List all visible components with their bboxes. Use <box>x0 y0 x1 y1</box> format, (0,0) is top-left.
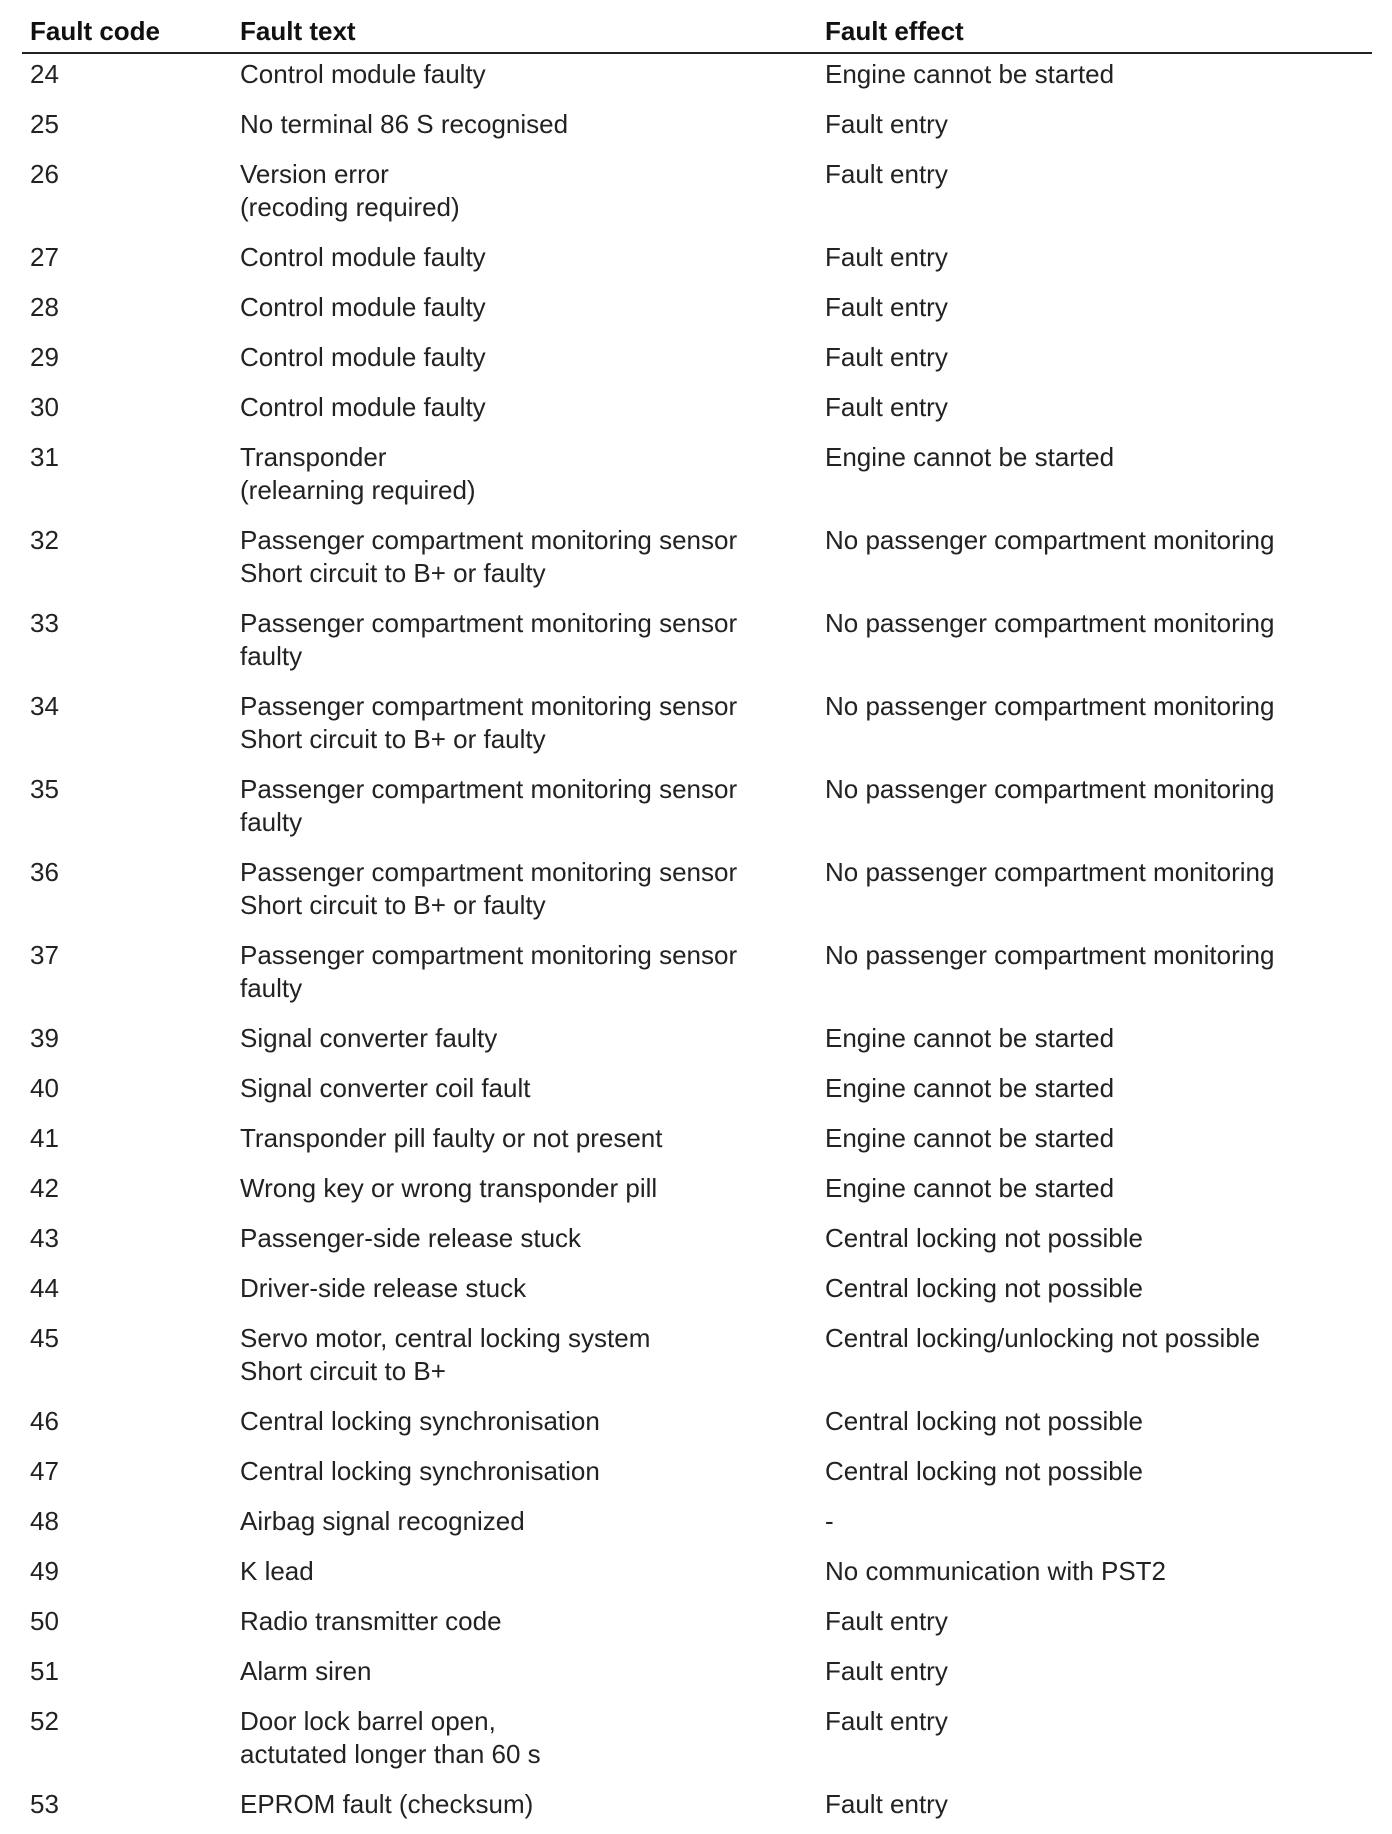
fault-code-cell: 25 <box>30 109 59 139</box>
table-row <box>22 1701 1372 1784</box>
fault-code-cell: 48 <box>30 1506 59 1536</box>
fault-code-cell: 49 <box>30 1556 59 1586</box>
fault-effect-cell: Fault entry <box>825 342 948 372</box>
fault-text-line: EPROM fault (checksum) <box>240 1789 534 1819</box>
fault-effect-cell: Fault entry <box>825 242 948 272</box>
fault-code-cell: 27 <box>30 242 59 272</box>
fault-code-cell: 50 <box>30 1606 59 1636</box>
fault-code-cell: 45 <box>30 1323 59 1353</box>
fault-text-cell <box>232 53 817 104</box>
table-row <box>22 1118 1372 1168</box>
fault-text-cell <box>232 935 817 1018</box>
table-row <box>22 1168 1372 1218</box>
fault-code-cell: 35 <box>30 774 59 804</box>
table-row <box>22 53 1372 104</box>
fault-text-line: Short circuit to B+ or faulty <box>240 890 546 920</box>
fault-text-line: Passenger compartment monitoring sensor <box>240 940 738 970</box>
fault-text-line: actutated longer than 60 s <box>240 1739 541 1769</box>
fault-text-line: Control module faulty <box>240 292 486 322</box>
fault-code-cell: 44 <box>30 1273 59 1303</box>
fault-code-cell: 53 <box>30 1789 59 1819</box>
table-row <box>22 337 1372 387</box>
fault-effect-cell: No passenger compartment monitoring <box>825 525 1275 555</box>
fault-effect-cell: Engine cannot be started <box>825 442 1115 472</box>
fault-text-line: Central locking synchronisation <box>240 1456 600 1486</box>
fault-text-line: Servo motor, central locking system <box>240 1323 651 1353</box>
fault-text-line: K lead <box>240 1556 314 1586</box>
fault-text-cell <box>232 154 817 237</box>
fault-code-cell: 37 <box>30 940 59 970</box>
fault-text-cell <box>232 1601 817 1651</box>
fault-code-cell: 32 <box>30 525 59 555</box>
fault-effect-cell: Fault entry <box>825 1706 948 1736</box>
table-row <box>22 387 1372 437</box>
fault-code-cell: 26 <box>30 159 59 189</box>
fault-code-cell: 36 <box>30 857 59 887</box>
table-row <box>22 154 1372 237</box>
fault-text-cell <box>232 237 817 287</box>
fault-text-line: Passenger compartment monitoring sensor <box>240 525 738 555</box>
fault-code-cell: 29 <box>30 342 59 372</box>
fault-code-cell: 33 <box>30 608 59 638</box>
fault-code-cell: 34 <box>30 691 59 721</box>
fault-text-line: Airbag signal recognized <box>240 1506 525 1536</box>
fault-text-line: (recoding required) <box>240 192 460 222</box>
fault-text-cell <box>232 686 817 769</box>
fault-code-cell: 30 <box>30 392 59 422</box>
fault-code-cell: 41 <box>30 1123 59 1153</box>
table-header-row <box>22 8 1372 53</box>
fault-effect-cell: Fault entry <box>825 159 948 189</box>
fault-code-cell: 28 <box>30 292 59 322</box>
fault-text-line: (relearning required) <box>240 475 476 505</box>
fault-effect-cell: Fault entry <box>825 392 948 422</box>
fault-text-cell <box>232 1218 817 1268</box>
fault-text-cell <box>232 1401 817 1451</box>
fault-code-cell: 43 <box>30 1223 59 1253</box>
fault-effect-cell: No communication with PST2 <box>825 1556 1167 1586</box>
fault-effect-cell: No passenger compartment monitoring <box>825 857 1275 887</box>
fault-effect-cell: Engine cannot be started <box>825 1173 1115 1203</box>
fault-effect-cell: Engine cannot be started <box>825 1073 1115 1103</box>
fault-text-cell <box>232 603 817 686</box>
fault-text-line: Wrong key or wrong transponder pill <box>240 1173 658 1203</box>
fault-effect-cell: No passenger compartment monitoring <box>825 940 1275 970</box>
fault-effect-cell: Central locking/unlocking not possible <box>825 1323 1261 1353</box>
fault-text-line: Passenger compartment monitoring sensor <box>240 608 738 638</box>
fault-text-cell <box>232 1068 817 1118</box>
fault-code-cell: 46 <box>30 1406 59 1436</box>
table-row <box>22 1501 1372 1551</box>
table-row <box>22 686 1372 769</box>
table-row <box>22 1218 1372 1268</box>
fault-text-cell <box>232 1268 817 1318</box>
header-fault-code: Fault code <box>22 8 232 53</box>
fault-text-cell <box>232 520 817 603</box>
fault-text-line: faulty <box>240 973 303 1003</box>
fault-text-cell <box>232 1651 817 1701</box>
table-body <box>22 53 1372 1834</box>
fault-text-cell <box>232 287 817 337</box>
fault-text-line: Passenger compartment monitoring sensor <box>240 857 738 887</box>
fault-effect-cell: Fault entry <box>825 1656 948 1686</box>
fault-text-line: faulty <box>240 807 303 837</box>
fault-effect-cell: Engine cannot be started <box>825 59 1115 89</box>
fault-effect-cell: Fault entry <box>825 292 948 322</box>
fault-text-line: No terminal 86 S recognised <box>240 109 569 139</box>
fault-effect-cell: Central locking not possible <box>825 1273 1143 1303</box>
fault-text-cell <box>232 1784 817 1834</box>
fault-text-cell <box>232 1451 817 1501</box>
fault-text-cell <box>232 337 817 387</box>
table-row <box>22 237 1372 287</box>
fault-effect-cell: Fault entry <box>825 1606 948 1636</box>
fault-text-line: Transponder pill faulty or not present <box>240 1123 663 1153</box>
fault-text-cell <box>232 437 817 520</box>
fault-text-line: Control module faulty <box>240 242 486 272</box>
fault-code-cell: 40 <box>30 1073 59 1103</box>
fault-text-line: Control module faulty <box>240 342 486 372</box>
table-row <box>22 1601 1372 1651</box>
fault-code-cell: 51 <box>30 1656 59 1686</box>
table-row <box>22 104 1372 154</box>
fault-code-cell: 24 <box>30 59 59 89</box>
table-row <box>22 437 1372 520</box>
fault-code-cell: 47 <box>30 1456 59 1486</box>
fault-text-line: Passenger compartment monitoring sensor <box>240 774 738 804</box>
fault-effect-cell: Engine cannot be started <box>825 1023 1115 1053</box>
fault-effect-cell: Central locking not possible <box>825 1223 1143 1253</box>
fault-text-line: Driver-side release stuck <box>240 1273 527 1303</box>
fault-text-cell <box>232 1168 817 1218</box>
fault-text-line: Short circuit to B+ or faulty <box>240 724 546 754</box>
fault-text-line: Version error <box>240 159 389 189</box>
fault-effect-cell: Central locking not possible <box>825 1406 1143 1436</box>
fault-text-line: Passenger-side release stuck <box>240 1223 582 1253</box>
fault-code-table <box>22 8 1372 1834</box>
fault-effect-cell: Fault entry <box>825 109 948 139</box>
header-fault-text: Fault text <box>232 8 817 53</box>
table-row <box>22 1451 1372 1501</box>
table-row <box>22 1784 1372 1834</box>
table-row <box>22 935 1372 1018</box>
table-row <box>22 1401 1372 1451</box>
fault-text-line: Short circuit to B+ <box>240 1356 446 1386</box>
fault-effect-cell: - <box>825 1506 834 1536</box>
fault-text-cell <box>232 1701 817 1784</box>
table-row <box>22 769 1372 852</box>
fault-text-cell <box>232 1318 817 1401</box>
fault-text-line: Control module faulty <box>240 59 486 89</box>
table-row <box>22 1068 1372 1118</box>
fault-text-cell <box>232 387 817 437</box>
fault-text-line: faulty <box>240 641 303 671</box>
fault-text-cell <box>232 769 817 852</box>
fault-text-line: Radio transmitter code <box>240 1606 502 1636</box>
table-row <box>22 287 1372 337</box>
fault-effect-cell: Central locking not possible <box>825 1456 1143 1486</box>
fault-text-cell <box>232 1501 817 1551</box>
table-row <box>22 603 1372 686</box>
fault-text-line: Signal converter faulty <box>240 1023 498 1053</box>
fault-text-line: Control module faulty <box>240 392 486 422</box>
table-row <box>22 1651 1372 1701</box>
fault-effect-cell: Fault entry <box>825 1789 948 1819</box>
fault-text-line: Alarm siren <box>240 1656 372 1686</box>
fault-code-cell: 39 <box>30 1023 59 1053</box>
table-row <box>22 1018 1372 1068</box>
fault-text-cell <box>232 852 817 935</box>
fault-text-line: Transponder <box>240 442 387 472</box>
fault-text-cell <box>232 1551 817 1601</box>
fault-text-cell <box>232 1118 817 1168</box>
fault-text-cell <box>232 1018 817 1068</box>
header-fault-effect: Fault effect <box>817 8 1372 53</box>
fault-text-line: Signal converter coil fault <box>240 1073 531 1103</box>
fault-code-cell: 42 <box>30 1173 59 1203</box>
fault-text-cell <box>232 104 817 154</box>
fault-text-line: Short circuit to B+ or faulty <box>240 558 546 588</box>
table-row <box>22 1268 1372 1318</box>
table-row <box>22 852 1372 935</box>
table-row <box>22 520 1372 603</box>
table-row <box>22 1551 1372 1601</box>
fault-text-line: Passenger compartment monitoring sensor <box>240 691 738 721</box>
fault-text-line: Central locking synchronisation <box>240 1406 600 1436</box>
fault-effect-cell: Engine cannot be started <box>825 1123 1115 1153</box>
fault-effect-cell: No passenger compartment monitoring <box>825 691 1275 721</box>
table-row <box>22 1318 1372 1401</box>
fault-effect-cell: No passenger compartment monitoring <box>825 608 1275 638</box>
fault-effect-cell: No passenger compartment monitoring <box>825 774 1275 804</box>
fault-code-cell: 31 <box>30 442 59 472</box>
fault-code-cell: 52 <box>30 1706 59 1736</box>
fault-text-line: Door lock barrel open, <box>240 1706 496 1736</box>
